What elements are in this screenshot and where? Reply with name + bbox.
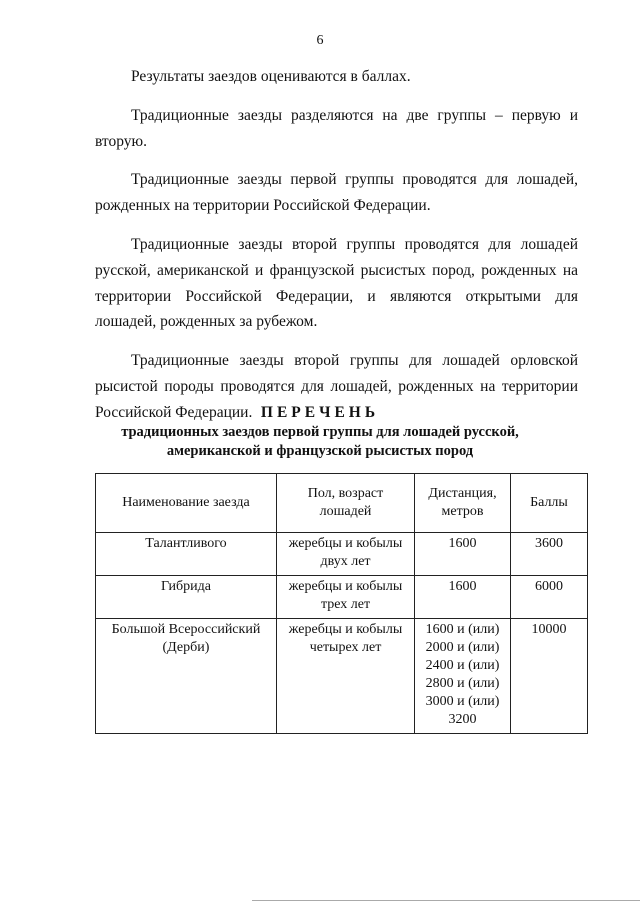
body-text <box>95 64 578 439</box>
cell-line: Гибрида <box>160 579 211 594</box>
cell-points: 3600 <box>510 533 587 576</box>
paragraph: Традиционные заезды второй группы проводятся для лошадей русской, американской и французской рысистых пород, рожденных на территории Российской Федерации, и являются открытыми для лошадей, рожденных за рубежом. <box>95 235 578 331</box>
cell-line: Талантливого <box>145 536 227 551</box>
heading-title: ПЕРЕЧЕНЬ <box>260 404 380 421</box>
cell-line: 1600 и (или) <box>425 622 500 637</box>
heading-subtitle-line: американской и французской рысистых пород <box>166 443 474 459</box>
heading-subtitle-line: традиционных заездов первой группы для лошадей русской, <box>121 424 519 440</box>
cell-sex-age <box>276 576 414 619</box>
cell-line: двух лет <box>320 554 371 569</box>
cell-line: трех лет <box>320 597 371 612</box>
cell-line: 3000 и (или) <box>425 694 500 709</box>
cell-line: (Дерби) <box>162 640 210 655</box>
header-points: Баллы <box>510 474 587 533</box>
paragraph: Традиционные заезды разделяются на две группы – первую и вторую. <box>95 106 578 150</box>
page-number: 6 <box>316 33 324 48</box>
paragraph: Результаты заездов оцениваются в баллах. <box>131 68 411 85</box>
races-table <box>95 473 588 734</box>
paragraph: Традиционные заезды первой группы проводятся для лошадей, рожденных на территории Российской Федерации. <box>95 171 578 215</box>
cell-line: 3200 <box>448 712 477 727</box>
cell-line: четырех лет <box>309 640 382 655</box>
header-race-name: Наименование заезда <box>96 474 277 533</box>
table-header-row <box>96 474 588 533</box>
table-row <box>96 619 588 734</box>
header-distance <box>415 474 511 533</box>
cell-distance <box>415 619 511 734</box>
cell-line: 2400 и (или) <box>425 658 500 673</box>
cell-sex-age <box>276 619 414 734</box>
header-line: лошадей <box>319 504 372 519</box>
cell-race-name <box>96 576 277 619</box>
cell-line: Большой Всероссийский <box>111 622 261 637</box>
cell-line: 1600 <box>448 579 477 594</box>
header-line: Дистанция, <box>428 486 497 501</box>
cell-distance <box>415 576 511 619</box>
cell-points: 6000 <box>510 576 587 619</box>
list-heading <box>0 403 640 461</box>
cell-distance <box>415 533 511 576</box>
table-row <box>96 533 588 576</box>
cell-race-name <box>96 533 277 576</box>
cell-race-name <box>96 619 277 734</box>
scan-edge-line <box>252 900 640 901</box>
table-row <box>96 576 588 619</box>
cell-line: 2000 и (или) <box>425 640 500 655</box>
cell-points: 10000 <box>510 619 587 734</box>
cell-line: жеребцы и кобылы <box>288 536 403 551</box>
cell-sex-age <box>276 533 414 576</box>
cell-line: 1600 <box>448 536 477 551</box>
header-line: метров <box>441 504 484 519</box>
cell-line: 2800 и (или) <box>425 676 500 691</box>
header-line: Пол, возраст <box>307 486 384 501</box>
paragraph: Традиционные заезды второй группы для лошадей орловской рысистой породы проводятся для лошадей, рожденных на территории Российской Федерации. <box>95 352 578 421</box>
cell-line: жеребцы и кобылы <box>288 579 403 594</box>
cell-line: жеребцы и кобылы <box>288 622 403 637</box>
header-sex-age <box>276 474 414 533</box>
